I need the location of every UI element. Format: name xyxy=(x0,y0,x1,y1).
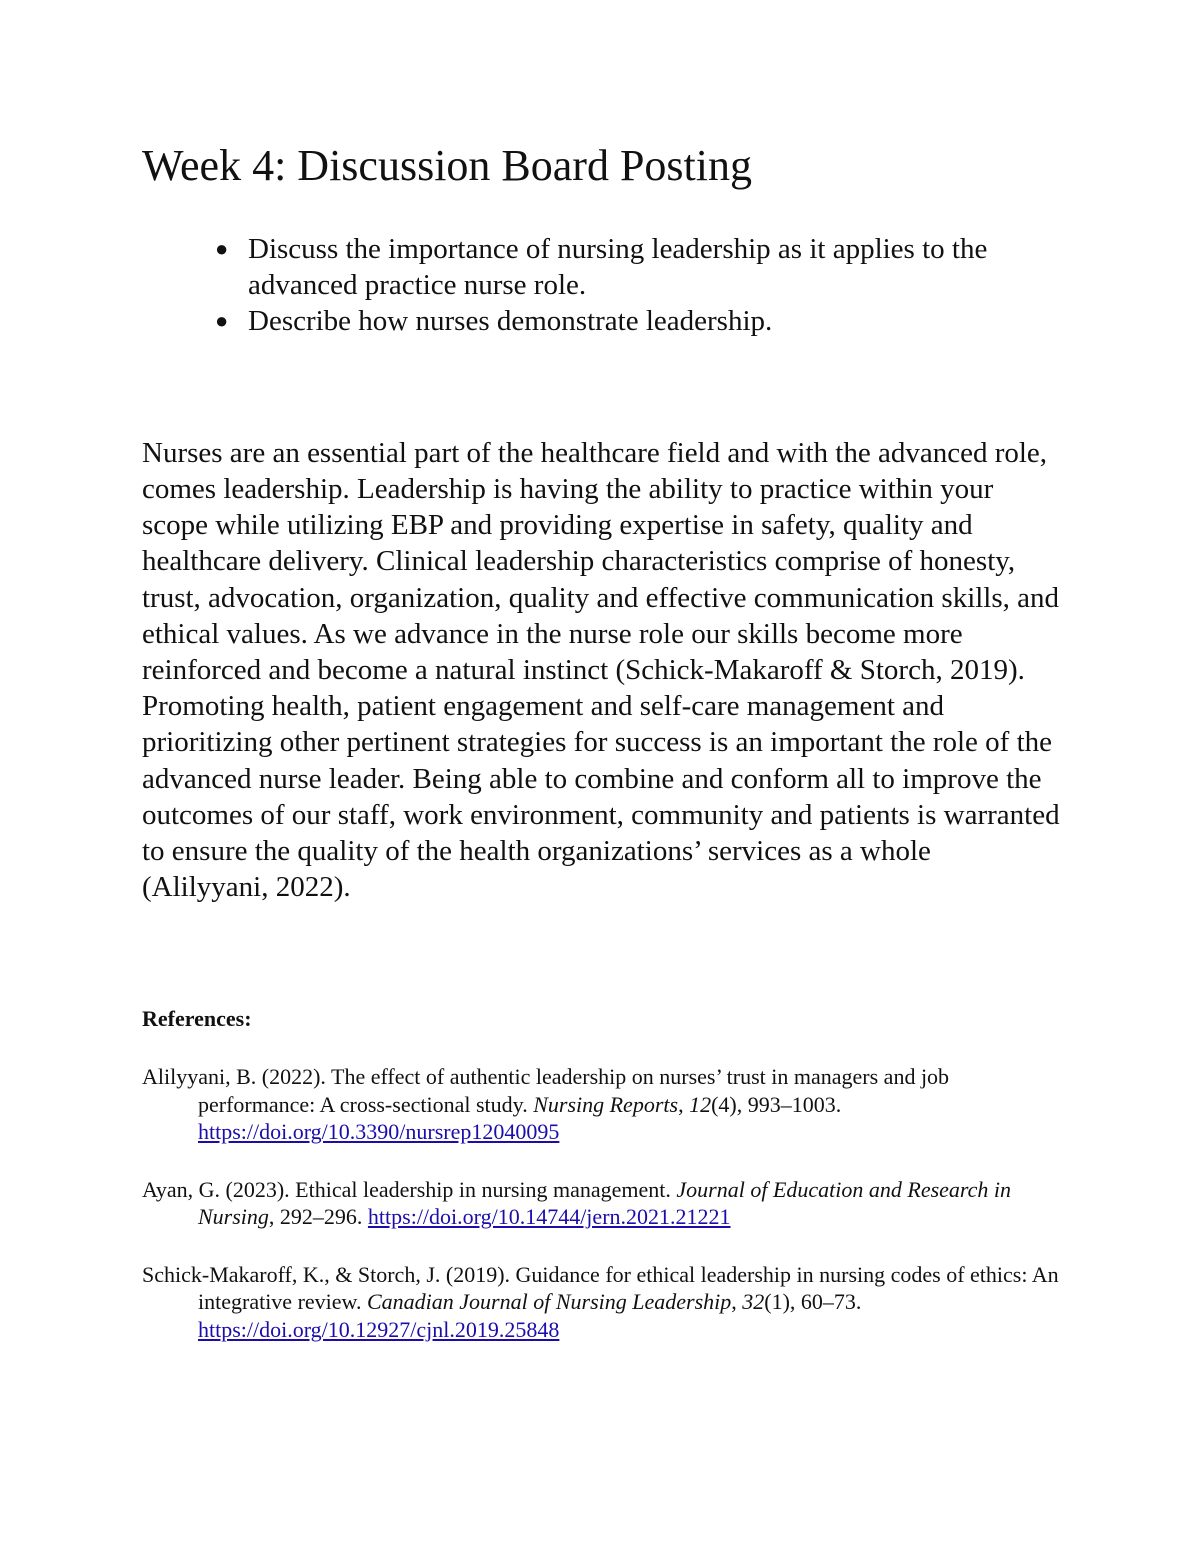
reference-item xyxy=(142,1063,1062,1146)
reference-journal: Canadian Journal of Nursing Leadership xyxy=(367,1289,732,1315)
document-page xyxy=(142,140,1062,1343)
prompt-text: Discuss the importance of nursing leadership as it applies to the advanced practice nurse role. xyxy=(248,232,988,301)
document-title: Week 4: Discussion Board Posting xyxy=(142,141,752,190)
bullet-icon: ● xyxy=(215,307,229,333)
reference-doi-link[interactable]: https://doi.org/10.3390/nursrep12040095 xyxy=(198,1119,560,1145)
reference-doi-link[interactable]: https://doi.org/10.12927/cjnl.2019.25848 xyxy=(198,1316,560,1342)
reference-sep: , xyxy=(678,1091,690,1117)
reference-lead: Alilyyani, B. (2022). The effect of authentic leadership on nurses’ trust in managers and job performance: A cross-sectional study. xyxy=(142,1064,950,1117)
prompt-text: Describe how nurses demonstrate leadership. xyxy=(248,304,773,337)
discussion-prompts xyxy=(142,231,1062,339)
bullet-icon: ● xyxy=(215,235,229,261)
reference-doi-link[interactable]: https://doi.org/10.14744/jern.2021.21221 xyxy=(367,1204,731,1230)
reference-volume: 32 xyxy=(742,1289,765,1315)
references-heading: References: xyxy=(142,1006,252,1032)
reference-tail: (4), 993–1003. xyxy=(711,1091,842,1117)
prompt-item xyxy=(142,303,1062,339)
reference-lead: Schick-Makaroff, K., & Storch, J. (2019). Guidance for ethical leadership in nursing codes of ethics: An integrative review. xyxy=(142,1261,1059,1315)
reference-tail: , 292–296. xyxy=(268,1204,368,1230)
prompt-item xyxy=(142,231,1062,303)
reference-item xyxy=(142,1261,1062,1344)
reference-lead: Ayan, G. (2023). Ethical leadership in nursing management. xyxy=(142,1176,677,1202)
reference-sep: , xyxy=(731,1289,743,1315)
discussion-response: Nurses are an essential part of the healthcare field and with the advanced role, comes leadership. Leadership is having the ability to practice within your scope while utilizing EBP and providing expertise in safety, quality and healthcare delivery. Clinical leadership characteristics comprise of honesty, trust, advocation, organization, quality and effective communication skills, and ethical values. As we advance in the nurse role our skills become more reinforced and become a natural instinct (Schick-Makaroff & Storch, 2019). Promoting health, patient engagement and self-care management and prioritizing other pertinent strategies for success is an important the role of the advanced nurse leader. Being able to combine and conform all to improve the outcomes of our staff, work environment, community and patients is warranted to ensure the quality of the health organizations’ services as a whole (Alilyyani, 2022). xyxy=(142,436,1060,904)
reference-journal: Nursing Reports xyxy=(533,1091,679,1117)
reference-tail: (1), 60–73. xyxy=(764,1289,862,1315)
reference-volume: 12 xyxy=(689,1091,712,1117)
reference-item xyxy=(142,1176,1062,1231)
reference-journal: Journal of Education and Research in Nursing xyxy=(198,1176,1012,1230)
